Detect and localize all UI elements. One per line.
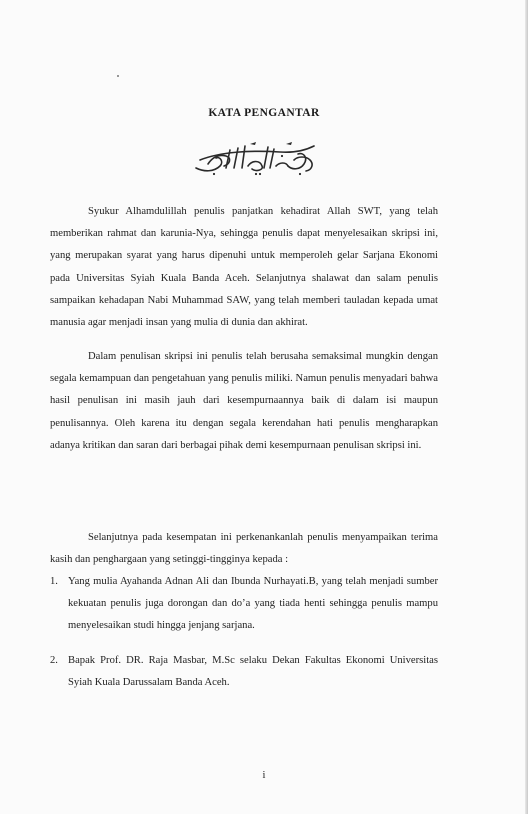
page-title: KATA PENGANTAR: [208, 107, 320, 119]
scan-speck: [117, 75, 119, 77]
paragraph-gratitude: Syukur Alhamdulillah penulis panjatkan kehadirat Allah SWT, yang telah memberikan rahmat dan karunia-Nya, sehingga penulis dapat menyelesaikan skripsi ini, yang merupakan syarat yang harus dipenuhi untuk memperoleh gelar Sarjana Ekonomi pada Universitas Syiah Kuala Banda Aceh. Selanjutnya shalawat dan salam penulis sampaikan kehadapan Nabi Muhammad SAW, yang telah memberi tauladan kepada umat manusia agar menjadi insan yang mulia di dunia dan akhirat.: [50, 206, 438, 329]
basmala-calligraphy-icon: [190, 138, 320, 178]
page-number: i: [262, 770, 266, 781]
paragraph-effort: Dalam penulisan skripsi ini penulis telah berusaha semaksimal mungkin dengan segala kemampuan dan pengetahuan yang penulis miliki. Namun penulis menyadari bahwa hasil penulisan ini masih jauh dari kesempurnaannya baik di dalam isi maupun penulisannya. Oleh karena itu dengan segala kerendahan hati penulis mengharapkan adanya kritikan dan saran dari berbagai pihak demi kesempurnaan penulisan skripsi ini.: [50, 351, 438, 451]
list-item-text: Yang mulia Ayahanda Adnan Ali dan Ibunda Nurhayati.B, yang telah menjadi sumber kekuatan penulis juga dorongan dan do’a yang tiada henti sehingga penulis mampu menyelesaikan studi hingga jenjang sarjana.: [68, 576, 438, 632]
list-item-number: 2.: [50, 655, 58, 666]
list-item-number: 1.: [50, 576, 58, 587]
paragraph-thanks-intro: Selanjutnya pada kesempatan ini perkenankanlah penulis menyampaikan terima kasih dan penghargaan yang setinggi-tingginya kepada :: [50, 532, 438, 566]
list-item-text: Bapak Prof. DR. Raja Masbar, M.Sc selaku Dekan Fakultas Ekonomi Universitas Syiah Kuala Darussalam Banda Aceh.: [68, 655, 438, 689]
list-item: [50, 571, 438, 638]
list-item: [50, 650, 438, 694]
